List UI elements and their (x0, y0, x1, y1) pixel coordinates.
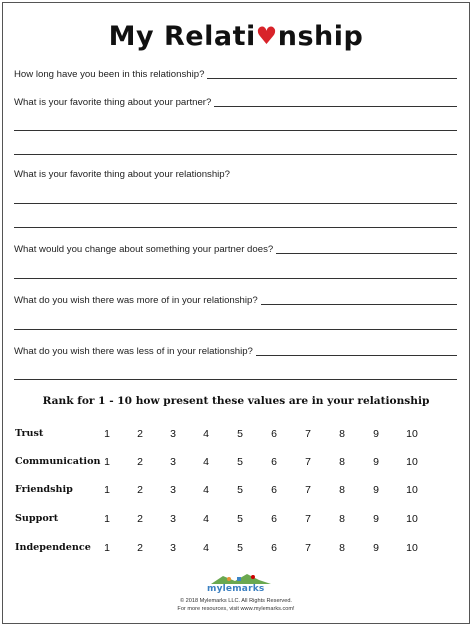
rank-title: Rank for 1 - 10 how present these values are in your relationship (42, 395, 430, 407)
answer-line[interactable] (14, 379, 457, 380)
rank-option-7[interactable]: 7 (305, 484, 311, 496)
rank-option-5[interactable]: 5 (237, 428, 243, 440)
question-change-partner (14, 244, 457, 255)
answer-line[interactable] (14, 154, 457, 155)
rank-label: Friendship (15, 484, 73, 495)
rank-option-6[interactable]: 6 (271, 484, 277, 496)
rank-option-7[interactable]: 7 (305, 513, 311, 525)
rank-option-1[interactable]: 1 (104, 542, 110, 554)
rank-option-2[interactable]: 2 (137, 456, 143, 468)
rank-option-6[interactable]: 6 (271, 456, 277, 468)
rank-option-2[interactable]: 2 (137, 542, 143, 554)
rank-option-8[interactable]: 8 (339, 456, 345, 468)
rank-row-friendship (15, 484, 435, 498)
question-label: What would you change about something your partner does? (14, 244, 274, 255)
rank-option-2[interactable]: 2 (137, 428, 143, 440)
rank-option-9[interactable]: 9 (373, 542, 379, 554)
rank-option-3[interactable]: 3 (170, 484, 176, 496)
rank-option-9[interactable]: 9 (373, 484, 379, 496)
rank-option-5[interactable]: 5 (237, 513, 243, 525)
answer-line[interactable] (14, 278, 457, 279)
rank-option-1[interactable]: 1 (104, 484, 110, 496)
question-favorite-partner (14, 97, 457, 108)
rank-row-communication (15, 456, 435, 470)
copyright-text: © 2018 Mylemarks LLC. All Rights Reserved. (179, 598, 292, 604)
question-favorite-relationship (14, 169, 457, 180)
answer-line[interactable] (14, 227, 457, 228)
rank-option-7[interactable]: 7 (305, 428, 311, 440)
rank-option-3[interactable]: 3 (170, 456, 176, 468)
question-more-of (14, 295, 457, 306)
answer-line[interactable] (14, 203, 457, 204)
rank-label: Support (15, 513, 59, 524)
question-label: How long have you been in this relationship? (14, 69, 205, 80)
heart-icon: ♥ (255, 22, 278, 50)
rank-option-10[interactable]: 10 (406, 513, 418, 525)
rank-option-4[interactable]: 4 (203, 513, 209, 525)
answer-line[interactable] (276, 252, 457, 254)
rank-row-support (15, 513, 435, 527)
question-label: What is your favorite thing about your relationship? (14, 169, 230, 180)
rank-option-1[interactable]: 1 (104, 428, 110, 440)
worksheet-page (2, 2, 470, 624)
rank-option-8[interactable]: 8 (339, 484, 345, 496)
rank-option-8[interactable]: 8 (339, 542, 345, 554)
question-less-of (14, 346, 457, 357)
answer-line[interactable] (256, 354, 457, 356)
answer-line[interactable] (207, 77, 457, 79)
rank-option-7[interactable]: 7 (305, 542, 311, 554)
rank-option-4[interactable]: 4 (203, 484, 209, 496)
rank-option-6[interactable]: 6 (271, 513, 277, 525)
rank-option-6[interactable]: 6 (271, 428, 277, 440)
title-text-start: My Relati (108, 21, 256, 52)
rank-option-3[interactable]: 3 (170, 513, 176, 525)
rank-option-9[interactable]: 9 (373, 428, 379, 440)
rank-option-3[interactable]: 3 (170, 542, 176, 554)
rank-option-10[interactable]: 10 (406, 428, 418, 440)
question-label: What do you wish there was less of in your relationship? (14, 346, 253, 357)
question-label: What is your favorite thing about your partner? (14, 97, 212, 108)
rank-option-5[interactable]: 5 (237, 456, 243, 468)
website-text: For more resources, visit www.mylemarks.com! (177, 606, 295, 612)
rank-option-5[interactable]: 5 (237, 484, 243, 496)
rank-label: Communication (15, 456, 101, 467)
rank-option-2[interactable]: 2 (137, 484, 143, 496)
title-text-end: nship (277, 21, 364, 52)
rank-row-trust (15, 428, 435, 442)
rank-row-independence (15, 542, 435, 556)
rank-option-10[interactable]: 10 (406, 542, 418, 554)
question-duration (14, 69, 457, 80)
answer-line[interactable] (14, 329, 457, 330)
rank-option-9[interactable]: 9 (373, 513, 379, 525)
rank-option-8[interactable]: 8 (339, 428, 345, 440)
rank-option-2[interactable]: 2 (137, 513, 143, 525)
rank-label: Trust (15, 428, 44, 439)
rank-option-10[interactable]: 10 (406, 456, 418, 468)
rank-option-3[interactable]: 3 (170, 428, 176, 440)
rank-option-4[interactable]: 4 (203, 542, 209, 554)
answer-line[interactable] (14, 130, 457, 131)
rank-option-9[interactable]: 9 (373, 456, 379, 468)
rank-option-6[interactable]: 6 (271, 542, 277, 554)
rank-option-1[interactable]: 1 (104, 456, 110, 468)
logo-text: mylemarks (207, 584, 265, 594)
answer-line[interactable] (261, 303, 457, 305)
rank-option-10[interactable]: 10 (406, 484, 418, 496)
rank-option-5[interactable]: 5 (237, 542, 243, 554)
rank-option-4[interactable]: 4 (203, 428, 209, 440)
rank-option-7[interactable]: 7 (305, 456, 311, 468)
answer-line[interactable] (214, 105, 457, 107)
rank-option-4[interactable]: 4 (203, 456, 209, 468)
rank-label: Independence (15, 542, 91, 553)
question-label: What do you wish there was more of in your relationship? (14, 295, 258, 306)
rank-option-8[interactable]: 8 (339, 513, 345, 525)
rank-option-1[interactable]: 1 (104, 513, 110, 525)
page-title (3, 21, 469, 52)
